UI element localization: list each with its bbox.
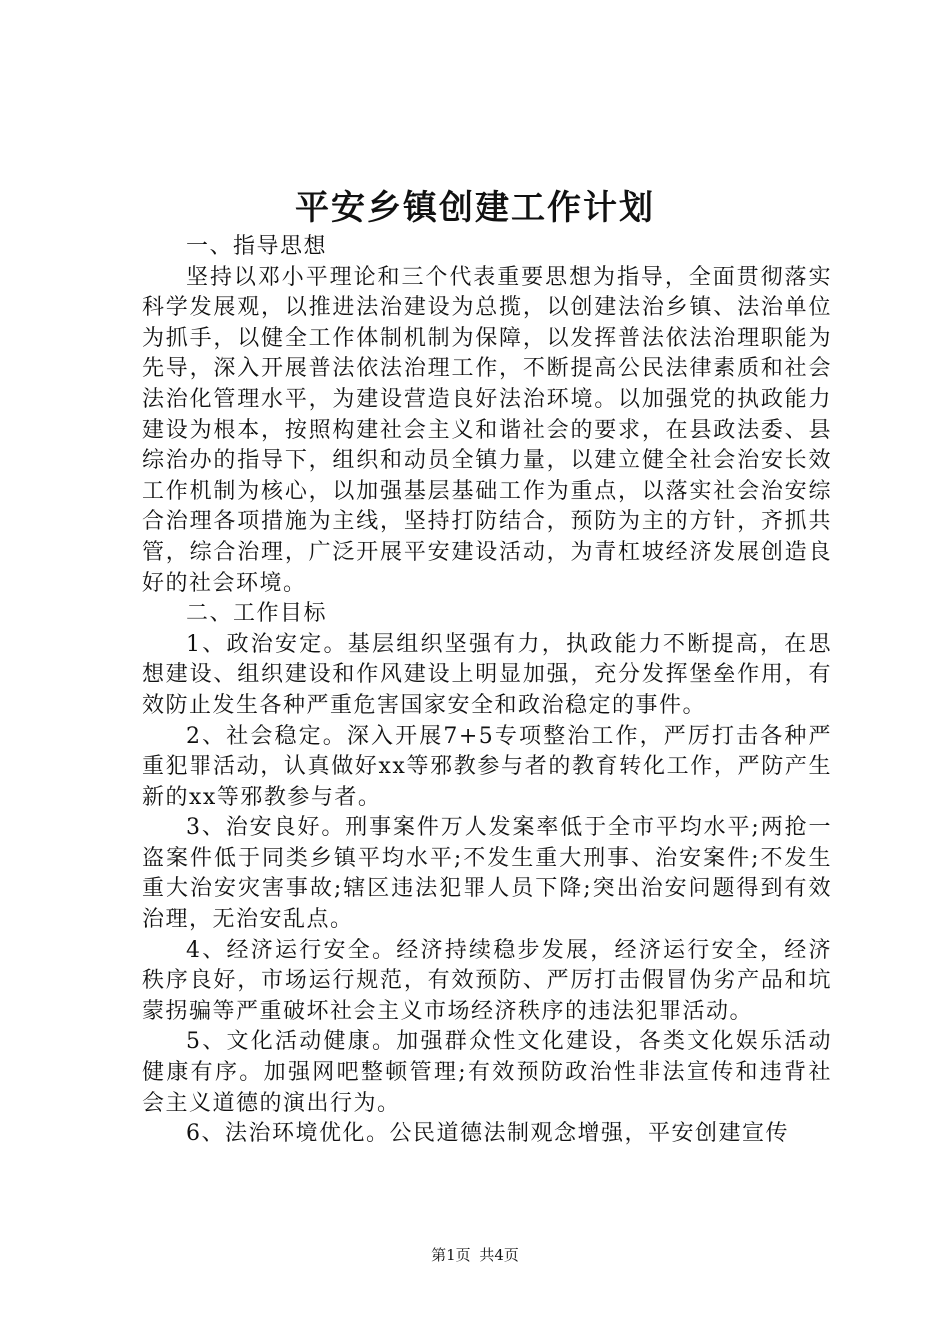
paragraph: 4、经济运行安全。经济持续稳步发展，经济运行安全，经济秩序良好，市场运行规范，有效预防、严厉打击假冒伪劣产品和坑蒙拐骗等严重破坏社会主义市场经济秩序的违法犯罪活动。 bbox=[142, 937, 832, 1024]
paragraph: 2、社会稳定。深入开展7+5专项整治工作，严厉打击各种严重犯罪活动，认真做好xx等邪教参与者的教育转化工作，严防产生新的xx等邪教参与者。 bbox=[142, 723, 832, 810]
page-number: 第1页 bbox=[431, 1246, 471, 1264]
paragraph: 6、法治环境优化。公民道德法制观念增强，平安创建宣传 bbox=[186, 1121, 789, 1147]
page-footer bbox=[0, 1245, 950, 1265]
paragraph: 3、治安良好。刑事案件万人发案率低于全市平均水平;两抢一盗案件低于同类乡镇平均水平;不发生重大刑事、治安案件;不发生重大治安灾害事故;辖区违法犯罪人员下降;突出治安问题得到有效治理，无治安乱点。 bbox=[142, 815, 832, 933]
document-body bbox=[142, 232, 832, 1150]
document-title: 平安乡镇创建工作计划 bbox=[295, 188, 655, 228]
paragraph: 1、政治安定。基层组织坚强有力，执政能力不断提高，在思想建设、组织建设和作风建设上明显加强，充分发挥堡垒作用，有效防止发生各种严重危害国家安全和政治稳定的事件。 bbox=[142, 631, 832, 718]
paragraph: 坚持以邓小平理论和三个代表重要思想为指导，全面贯彻落实科学发展观，以推进法治建设为总揽，以创建法治乡镇、法治单位为抓手，以健全工作体制机制为保障，以发挥普法依法治理职能为先导，深入开展普法依法治理工作，不断提高公民法律素质和社会法治化管理水平，为建设营造良好法治环境。以加强党的执政能力建设为根本，按照构建社会主义和谐社会的要求，在县政法委、县综治办的指导下，组织和动员全镇力量，以建立健全社会治安长效工作机制为核心，以加强基层基础工作为重点，以落实社会治安综合治理各项措施为主线，坚持打防结合，预防为主的方针，齐抓共管，综合治理，广泛开展平安建设活动，为青杠坡经济发展创造良好的社会环境。 bbox=[142, 264, 832, 596]
section-heading: 一、指导思想 bbox=[186, 234, 328, 259]
paragraph: 5、文化活动健康。加强群众性文化建设，各类文化娱乐活动健康有序。加强网吧整顿管理;有效预防政治性非法宣传和违背社会主义道德的演出行为。 bbox=[142, 1029, 832, 1116]
section-heading: 二、工作目标 bbox=[186, 601, 328, 627]
page-total: 共4页 bbox=[479, 1246, 519, 1264]
